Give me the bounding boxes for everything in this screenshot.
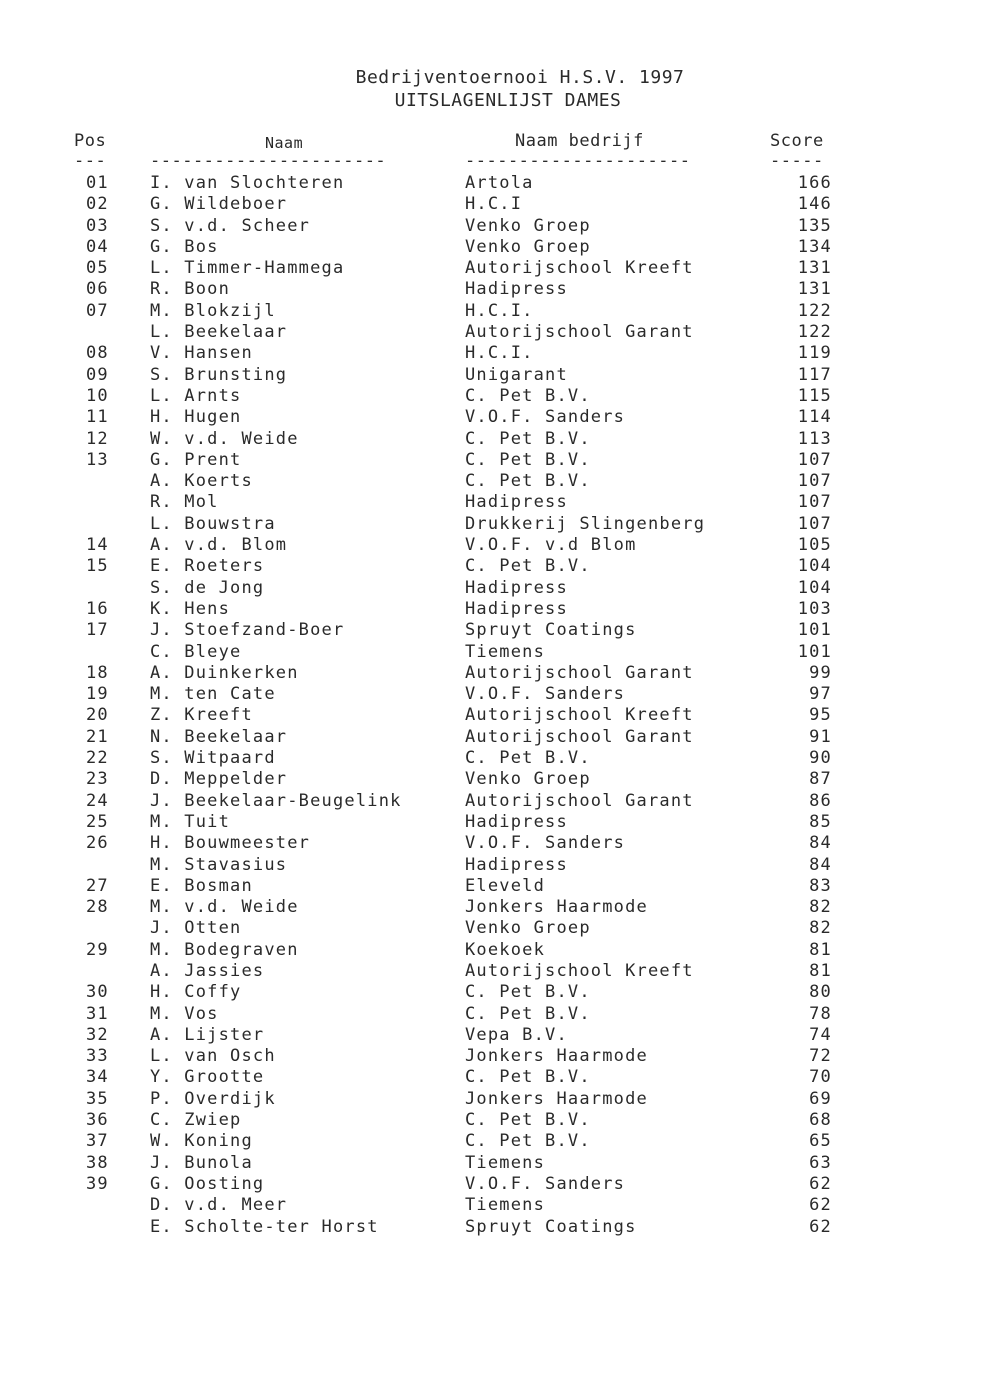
table-row (0, 1217, 1000, 1238)
rank-cell: 14 (86, 535, 109, 556)
table-row (0, 301, 1000, 322)
table-row (0, 897, 1000, 918)
page-title: Bedrijventoernooi H.S.V. 1997 (355, 67, 685, 88)
company-cell: C. Pet B.V. (465, 471, 591, 492)
name-cell: G. Oosting (150, 1173, 265, 1194)
score-cell: 101 (797, 641, 832, 662)
name-cell: A. Lijster (150, 1024, 265, 1045)
name-cell: W. Koning (150, 1131, 253, 1152)
table-row (0, 982, 1000, 1003)
table-row (0, 1089, 1000, 1110)
table-row (0, 642, 1000, 663)
table-row (0, 705, 1000, 726)
name-cell: S. v.d. Scheer (150, 215, 311, 236)
results-table (0, 173, 1000, 1238)
company-cell: H.C.I. (465, 300, 534, 321)
name-cell: G. Wildeboer (150, 194, 288, 215)
rank-cell: 31 (86, 1003, 109, 1024)
name-cell: J. Stoefzand-Boer (150, 620, 345, 641)
name-cell: L. Bouwstra (150, 513, 276, 534)
company-cell: Artola (465, 173, 534, 193)
company-cell: C. Pet B.V. (465, 556, 591, 577)
company-cell: Tiemens (465, 1195, 546, 1216)
rank-cell: 28 (86, 897, 109, 918)
score-cell: 72 (809, 1046, 832, 1067)
company-cell: H.C.I (465, 194, 523, 215)
score-cell: 65 (809, 1131, 832, 1152)
table-row (0, 258, 1000, 279)
page-subtitle: UITSLAGENLIJST DAMES (394, 90, 622, 111)
table-row (0, 1153, 1000, 1174)
score-cell: 131 (797, 258, 832, 279)
name-cell: J. Beekelaar-Beugelink (150, 790, 402, 811)
rank-cell: 07 (86, 300, 109, 321)
score-cell: 115 (797, 385, 832, 406)
table-row (0, 1025, 1000, 1046)
rank-cell: 24 (86, 790, 109, 811)
company-cell: Koekoek (465, 939, 546, 960)
table-row (0, 876, 1000, 897)
table-row (0, 663, 1000, 684)
score-cell: 85 (809, 811, 832, 832)
table-row (0, 237, 1000, 258)
company-cell: C. Pet B.V. (465, 748, 591, 769)
company-cell: V.O.F. v.d Blom (465, 535, 637, 556)
score-cell: 107 (797, 471, 832, 492)
company-cell: Spruyt Coatings (465, 1216, 637, 1237)
score-cell: 63 (809, 1152, 832, 1173)
rank-cell: 32 (86, 1024, 109, 1045)
name-cell: R. Mol (150, 492, 219, 513)
company-cell: Hadipress (465, 854, 568, 875)
table-row (0, 216, 1000, 237)
name-cell: M. Stavasius (150, 854, 288, 875)
score-cell: 78 (809, 1003, 832, 1024)
company-cell: C. Pet B.V. (465, 1003, 591, 1024)
company-cell: C. Pet B.V. (465, 428, 591, 449)
table-row (0, 791, 1000, 812)
company-cell: V.O.F. Sanders (465, 1173, 626, 1194)
score-cell: 146 (797, 194, 832, 215)
rank-cell: 16 (86, 598, 109, 619)
table-row (0, 727, 1000, 748)
company-cell: C. Pet B.V. (465, 449, 591, 470)
company-cell: Venko Groep (465, 215, 591, 236)
score-cell: 122 (797, 300, 832, 321)
score-cell: 81 (809, 939, 832, 960)
company-cell: V.O.F. Sanders (465, 407, 626, 428)
company-cell: Autorijschool Kreeft (465, 258, 694, 279)
name-cell: V. Hansen (150, 343, 253, 364)
company-cell: Tiemens (465, 641, 546, 662)
name-cell: S. Brunsting (150, 364, 288, 385)
header-bedrijf: Naam bedrijf (515, 131, 644, 151)
rank-cell: 17 (86, 620, 109, 641)
company-cell: C. Pet B.V. (465, 385, 591, 406)
score-cell: 87 (809, 769, 832, 790)
table-row (0, 918, 1000, 939)
rank-cell: 05 (86, 258, 109, 279)
name-cell: H. Hugen (150, 407, 242, 428)
rank-cell: 03 (86, 215, 109, 236)
table-row (0, 1195, 1000, 1216)
name-cell: H. Coffy (150, 982, 242, 1003)
table-row (0, 429, 1000, 450)
score-cell: 99 (809, 662, 832, 683)
name-cell: J. Otten (150, 918, 242, 939)
name-cell: M. Blokzijl (150, 300, 276, 321)
company-cell: Spruyt Coatings (465, 620, 637, 641)
score-cell: 69 (809, 1088, 832, 1109)
score-cell: 104 (797, 577, 832, 598)
score-cell: 62 (809, 1195, 832, 1216)
table-row (0, 961, 1000, 982)
company-cell: C. Pet B.V. (465, 1067, 591, 1088)
rank-cell: 13 (86, 449, 109, 470)
table-row (0, 322, 1000, 343)
name-cell: D. Meppelder (150, 769, 288, 790)
company-cell: Autorijschool Garant (465, 790, 694, 811)
header-pos: Pos (74, 131, 107, 151)
score-cell: 107 (797, 449, 832, 470)
table-row (0, 684, 1000, 705)
rank-cell: 37 (86, 1131, 109, 1152)
name-cell: G. Prent (150, 449, 242, 470)
rank-cell: 19 (86, 684, 109, 705)
name-cell: J. Bunola (150, 1152, 253, 1173)
rank-cell: 27 (86, 875, 109, 896)
table-row (0, 748, 1000, 769)
score-cell: 166 (797, 173, 832, 193)
table-row (0, 450, 1000, 471)
rank-cell: 01 (86, 173, 109, 193)
score-cell: 101 (797, 620, 832, 641)
score-cell: 68 (809, 1110, 832, 1131)
rank-cell: 22 (86, 748, 109, 769)
table-row (0, 599, 1000, 620)
name-cell: M. v.d. Weide (150, 897, 299, 918)
score-cell: 62 (809, 1216, 832, 1237)
table-row (0, 940, 1000, 961)
table-row (0, 1046, 1000, 1067)
rank-cell: 21 (86, 726, 109, 747)
name-cell: M. Vos (150, 1003, 219, 1024)
rank-cell: 08 (86, 343, 109, 364)
name-cell: G. Bos (150, 236, 219, 257)
name-cell: E. Scholte-ter Horst (150, 1216, 379, 1237)
header-naam: Naam (265, 134, 304, 152)
score-cell: 84 (809, 854, 832, 875)
rank-cell: 20 (86, 705, 109, 726)
name-cell: M. Tuit (150, 811, 231, 832)
company-cell: Jonkers Haarmode (465, 1088, 648, 1109)
rank-cell: 04 (86, 236, 109, 257)
company-cell: Autorijschool Garant (465, 322, 694, 343)
rank-cell: 30 (86, 982, 109, 1003)
score-cell: 95 (809, 705, 832, 726)
score-cell: 86 (809, 790, 832, 811)
company-cell: V.O.F. Sanders (465, 684, 626, 705)
company-cell: Unigarant (465, 364, 568, 385)
rank-cell: 23 (86, 769, 109, 790)
rank-cell: 09 (86, 364, 109, 385)
name-cell: M. Bodegraven (150, 939, 299, 960)
name-cell: C. Bleye (150, 641, 242, 662)
table-row (0, 492, 1000, 513)
score-cell: 80 (809, 982, 832, 1003)
name-cell: M. ten Cate (150, 684, 276, 705)
company-cell: Autorijschool Kreeft (465, 705, 694, 726)
name-cell: Y. Grootte (150, 1067, 265, 1088)
score-cell: 82 (809, 918, 832, 939)
table-row (0, 1174, 1000, 1195)
rank-cell: 15 (86, 556, 109, 577)
score-cell: 113 (797, 428, 832, 449)
table-row (0, 343, 1000, 364)
rank-cell: 33 (86, 1046, 109, 1067)
rank-cell: 39 (86, 1173, 109, 1194)
rule-score: ----- (770, 151, 824, 171)
table-row (0, 833, 1000, 854)
company-cell: Autorijschool Garant (465, 662, 694, 683)
table-row (0, 386, 1000, 407)
name-cell: A. Duinkerken (150, 662, 299, 683)
table-row (0, 407, 1000, 428)
company-cell: Jonkers Haarmode (465, 1046, 648, 1067)
company-cell: Autorijschool Garant (465, 726, 694, 747)
name-cell: L. Arnts (150, 385, 242, 406)
score-cell: 74 (809, 1024, 832, 1045)
score-cell: 82 (809, 897, 832, 918)
score-cell: 117 (797, 364, 832, 385)
score-cell: 107 (797, 513, 832, 534)
score-cell: 84 (809, 833, 832, 854)
name-cell: I. van Slochteren (150, 173, 345, 193)
rank-cell: 18 (86, 662, 109, 683)
rank-cell: 25 (86, 811, 109, 832)
name-cell: Z. Kreeft (150, 705, 253, 726)
company-cell: C. Pet B.V. (465, 1110, 591, 1131)
name-cell: D. v.d. Meer (150, 1195, 288, 1216)
company-cell: Drukkerij Slingenberg (465, 513, 706, 534)
table-row (0, 812, 1000, 833)
table-row (0, 471, 1000, 492)
name-cell: E. Roeters (150, 556, 265, 577)
table-row (0, 855, 1000, 876)
rank-cell: 29 (86, 939, 109, 960)
score-cell: 122 (797, 322, 832, 343)
company-cell: C. Pet B.V. (465, 982, 591, 1003)
score-cell: 83 (809, 875, 832, 896)
score-cell: 107 (797, 492, 832, 513)
score-cell: 134 (797, 236, 832, 257)
rank-cell: 38 (86, 1152, 109, 1173)
score-cell: 90 (809, 748, 832, 769)
company-cell: Eleveld (465, 875, 546, 896)
name-cell: N. Beekelaar (150, 726, 288, 747)
company-cell: Hadipress (465, 577, 568, 598)
company-cell: Hadipress (465, 598, 568, 619)
name-cell: W. v.d. Weide (150, 428, 299, 449)
table-row (0, 556, 1000, 577)
company-cell: V.O.F. Sanders (465, 833, 626, 854)
rank-cell: 26 (86, 833, 109, 854)
rank-cell: 02 (86, 194, 109, 215)
name-cell: E. Bosman (150, 875, 253, 896)
company-cell: H.C.I. (465, 343, 534, 364)
score-cell: 104 (797, 556, 832, 577)
score-cell: 91 (809, 726, 832, 747)
name-cell: H. Bouwmeester (150, 833, 311, 854)
score-cell: 105 (797, 535, 832, 556)
score-cell: 135 (797, 215, 832, 236)
rule-pos: --- (74, 151, 107, 171)
table-row (0, 535, 1000, 556)
score-cell: 62 (809, 1173, 832, 1194)
name-cell: A. Jassies (150, 960, 265, 981)
company-cell: Vepa B.V. (465, 1024, 568, 1045)
company-cell: Hadipress (465, 811, 568, 832)
table-row (0, 1110, 1000, 1131)
name-cell: R. Boon (150, 279, 231, 300)
table-row (0, 365, 1000, 386)
score-cell: 131 (797, 279, 832, 300)
score-cell: 114 (797, 407, 832, 428)
name-cell: A. v.d. Blom (150, 535, 288, 556)
company-cell: Hadipress (465, 279, 568, 300)
table-row (0, 173, 1000, 194)
score-cell: 70 (809, 1067, 832, 1088)
score-cell: 81 (809, 960, 832, 981)
name-cell: L. Timmer-Hammega (150, 258, 345, 279)
table-row (0, 194, 1000, 215)
rank-cell: 34 (86, 1067, 109, 1088)
table-row (0, 1131, 1000, 1152)
company-cell: Venko Groep (465, 236, 591, 257)
table-row (0, 620, 1000, 641)
table-row (0, 769, 1000, 790)
table-row (0, 279, 1000, 300)
name-cell: L. van Osch (150, 1046, 276, 1067)
table-row (0, 1067, 1000, 1088)
name-cell: S. Witpaard (150, 748, 276, 769)
company-cell: Venko Groep (465, 769, 591, 790)
company-cell: Tiemens (465, 1152, 546, 1173)
header-score: Score (770, 131, 824, 151)
name-cell: A. Koerts (150, 471, 253, 492)
rank-cell: 12 (86, 428, 109, 449)
company-cell: Jonkers Haarmode (465, 897, 648, 918)
table-row (0, 1004, 1000, 1025)
name-cell: P. Overdijk (150, 1088, 276, 1109)
rule-naam: ---------------------- (150, 151, 387, 171)
score-cell: 103 (797, 598, 832, 619)
table-row (0, 578, 1000, 599)
rule-bedrijf: --------------------- (465, 151, 691, 171)
rank-cell: 35 (86, 1088, 109, 1109)
table-row (0, 514, 1000, 535)
company-cell: Hadipress (465, 492, 568, 513)
company-cell: C. Pet B.V. (465, 1131, 591, 1152)
rank-cell: 11 (86, 407, 109, 428)
company-cell: Autorijschool Kreeft (465, 960, 694, 981)
rank-cell: 36 (86, 1110, 109, 1131)
name-cell: S. de Jong (150, 577, 265, 598)
name-cell: L. Beekelaar (150, 322, 288, 343)
company-cell: Venko Groep (465, 918, 591, 939)
score-cell: 119 (797, 343, 832, 364)
name-cell: C. Zwiep (150, 1110, 242, 1131)
rank-cell: 10 (86, 385, 109, 406)
rank-cell: 06 (86, 279, 109, 300)
name-cell: K. Hens (150, 598, 231, 619)
score-cell: 97 (809, 684, 832, 705)
